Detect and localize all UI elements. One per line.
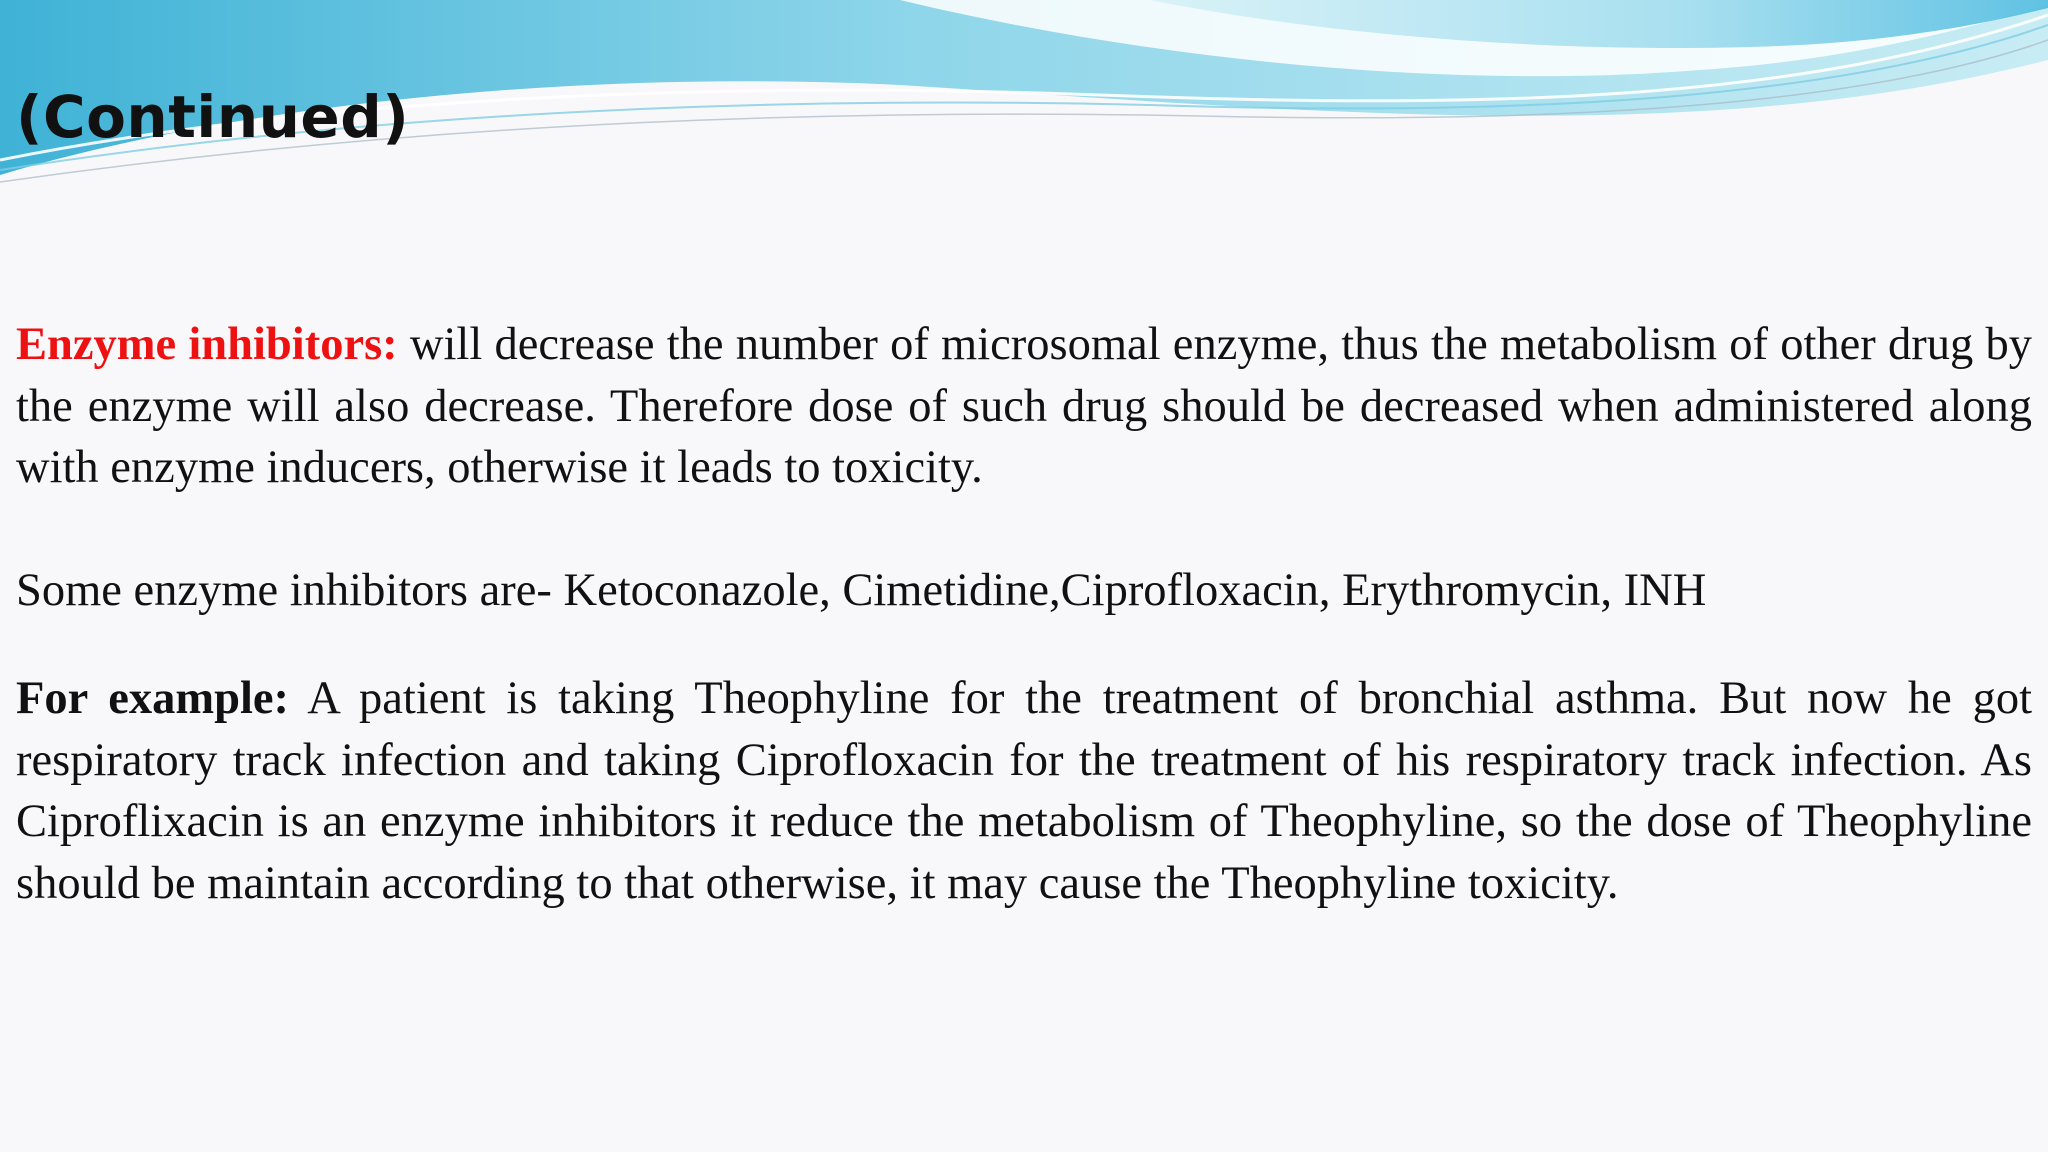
- slide-body: [16, 314, 2032, 914]
- slide-title: (Continued): [16, 83, 410, 151]
- paragraph-inhibitors-list: [16, 560, 2032, 622]
- enzyme-inhibitors-label: Enzyme inhibitors:: [16, 319, 398, 370]
- enzyme-inhibitors-text: will decrease the number of microsomal enzyme, thus the metabolism of other drug by the enzyme will also decrease. Therefore dose of such drug should be decreased when administered along with enzyme inducers, otherwise it leads to toxicity.: [16, 319, 2032, 493]
- example-text: A patient is taking Theophyline for the treatment of bronchial asthma. But now he got respiratory track infection and taking Ciprofloxacin for the treatment of his respiratory track infection. As Ciproflixacin is an enzyme inhibitors it reduce the metabolism of Theophyline, so the dose of Theophyline should be maintain according to that otherwise, it may cause the Theophyline toxicity.: [16, 673, 2032, 909]
- example-label: For example:: [16, 673, 290, 724]
- paragraph-enzyme-inhibitors: [16, 314, 2032, 499]
- inhibitors-list-text: Some enzyme inhibitors are- Ketoconazole, Cimetidine,Ciprofloxacin, Erythromycin, INH: [16, 564, 1707, 616]
- paragraph-example: [16, 668, 2032, 914]
